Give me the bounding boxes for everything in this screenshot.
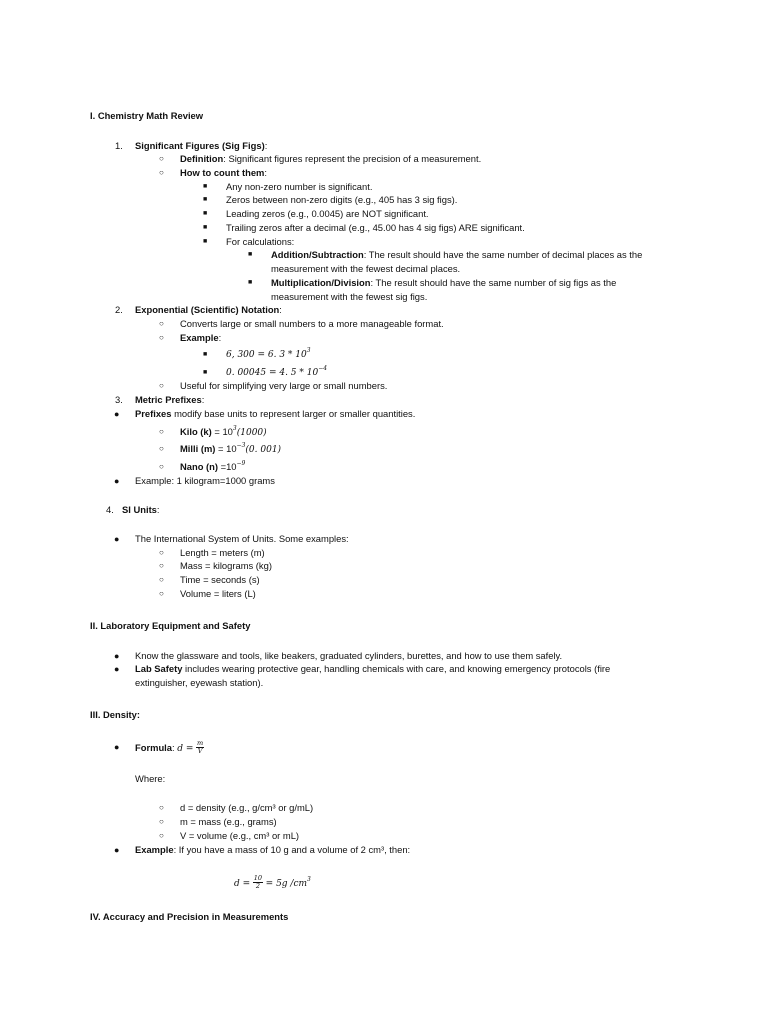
hollow-circle-bullet-icon: ○ xyxy=(159,831,164,840)
lab-safety-line-cont: extinguisher, eyewash station). xyxy=(135,677,264,688)
multiplication-rule-cont: measurement with the fewest sig figs. xyxy=(271,291,428,302)
hollow-circle-bullet-icon: ○ xyxy=(159,381,164,390)
si-intro: The International System of Units. Some examples: xyxy=(135,533,349,544)
solid-dot-bullet-icon: ● xyxy=(114,476,120,486)
hollow-circle-bullet-icon: ○ xyxy=(159,333,164,342)
hollow-circle-bullet-icon: ○ xyxy=(159,427,164,436)
sigfig-rule: For calculations: xyxy=(226,236,295,247)
solid-dot-bullet-icon: ● xyxy=(114,409,120,419)
si-units-title: SI Units: xyxy=(122,504,160,515)
solid-dot-bullet-icon: ● xyxy=(114,534,120,544)
calc-fraction: $\frac{10}{2}$ xyxy=(253,874,263,890)
density-variable: m = mass (e.g., grams) xyxy=(180,816,277,827)
si-unit-item: Time = seconds (s) xyxy=(180,574,260,585)
where-label: Where: xyxy=(135,773,166,784)
si-unit-item: Length = meters (m) xyxy=(180,547,265,558)
sigfig-rule: Any non-zero number is significant. xyxy=(226,181,373,192)
solid-dot-bullet-icon: ● xyxy=(114,664,120,674)
section-heading-lab-safety: II. Laboratory Equipment and Safety xyxy=(90,620,251,631)
sigfig-rule: Leading zeros (e.g., 0.0045) are NOT significant. xyxy=(226,208,429,219)
square-bullet-icon: ■ xyxy=(203,351,208,358)
section-heading-accuracy: IV. Accuracy and Precision in Measurements xyxy=(90,911,289,922)
addition-rule: Addition/Subtraction: The result should have the same number of decimal places as the xyxy=(271,249,643,260)
square-bullet-icon: ■ xyxy=(203,183,208,190)
solid-dot-bullet-icon: ● xyxy=(114,742,120,752)
sigfig-rule: Trailing zeros after a decimal (e.g., 45.00 has 4 sig figs) ARE significant. xyxy=(226,222,525,233)
list-number: 3. xyxy=(115,394,123,405)
milli-line: Milli $(m) = 10^{-3}(0$. 001) xyxy=(180,442,282,455)
hollow-circle-bullet-icon: ○ xyxy=(159,817,164,826)
density-formula: Formula: d = $\frac{m}{V}$ xyxy=(135,739,204,755)
square-bullet-icon: ■ xyxy=(248,251,253,258)
list-number: 4. xyxy=(106,504,114,515)
how-to-count-line: How to count them: xyxy=(180,167,267,178)
kilogram-example: Example: 1 kilogram=1000 grams xyxy=(135,475,275,486)
square-bullet-icon: ■ xyxy=(203,369,208,376)
hollow-circle-bullet-icon: ○ xyxy=(159,589,164,598)
nano-line: Nano $(n) =10^{-9}$ xyxy=(180,460,246,472)
example-label-line: Example: xyxy=(180,332,222,343)
density-variable: d = density (e.g., g/cm³ or g/mL) xyxy=(180,802,314,813)
kilo-line: Kilo $(k) = 10^3(1000)$ xyxy=(180,425,267,438)
scientific-example-2: 0. 00045 = 4. $5 * 10^{-4}$ xyxy=(226,365,328,378)
addition-rule-cont: measurement with the fewest decimal places. xyxy=(271,263,461,274)
metric-prefixes-title: Metric Prefixes: xyxy=(135,394,205,405)
list-number: 1. xyxy=(115,140,123,151)
hollow-circle-bullet-icon: ○ xyxy=(159,803,164,812)
hollow-circle-bullet-icon: ○ xyxy=(159,561,164,570)
si-unit-item: Volume = liters (L) xyxy=(180,588,256,599)
hollow-circle-bullet-icon: ○ xyxy=(159,168,164,177)
square-bullet-icon: ■ xyxy=(248,279,253,286)
square-bullet-icon: ■ xyxy=(203,224,208,231)
lab-safety-line: Lab Safety includes wearing protective gear, handling chemicals with care, and knowing emergency protocols (fire xyxy=(135,663,611,674)
converts-line: Converts large or small numbers to a more manageable format. xyxy=(180,318,444,329)
solid-dot-bullet-icon: ● xyxy=(114,651,120,661)
density-variable: V = volume (e.g., cm³ or mL) xyxy=(180,830,300,841)
section-heading-chem-math: I. Chemistry Math Review xyxy=(90,110,204,121)
si-unit-item: Mass = kilograms (kg) xyxy=(180,560,272,571)
definition-line: Definition: Significant figures represent the precision of a measurement. xyxy=(180,153,482,164)
list-number: 2. xyxy=(115,304,123,315)
hollow-circle-bullet-icon: ○ xyxy=(159,444,164,453)
solid-dot-bullet-icon: ● xyxy=(114,845,120,855)
density-fraction: $\frac{m}{V}$ xyxy=(196,739,204,755)
hollow-circle-bullet-icon: ○ xyxy=(159,575,164,584)
hollow-circle-bullet-icon: ○ xyxy=(159,548,164,557)
hollow-circle-bullet-icon: ○ xyxy=(159,319,164,328)
scientific-example-1: 6, 300 = 6. $3 * 10^3$ xyxy=(226,347,311,360)
useful-line: Useful for simplifying very large or small numbers. xyxy=(180,380,388,391)
sigfig-rule: Zeros between non-zero digits (e.g., 405 has 3 sig figs). xyxy=(226,194,458,205)
exponential-title: Exponential (Scientific) Notation: xyxy=(135,304,282,315)
sigfigs-title: Significant Figures (Sig Figs): xyxy=(135,140,268,151)
hollow-circle-bullet-icon: ○ xyxy=(159,154,164,163)
glassware-line: Know the glassware and tools, like beakers, graduated cylinders, burettes, and how to use them safely. xyxy=(135,650,563,661)
multiplication-rule: Multiplication/Division: The result should have the same number of sig figs as the xyxy=(271,277,617,288)
density-example: Example: If you have a mass of 10 g and a volume of 2 cm³, then: xyxy=(135,844,411,855)
section-heading-density: III. Density: xyxy=(90,709,141,720)
square-bullet-icon: ■ xyxy=(203,238,208,245)
square-bullet-icon: ■ xyxy=(203,210,208,217)
prefixes-line: Prefixes modify base units to represent larger or smaller quantities. xyxy=(135,408,416,419)
hollow-circle-bullet-icon: ○ xyxy=(159,462,164,471)
square-bullet-icon: ■ xyxy=(203,196,208,203)
density-calculation: d = $\frac{10}{2}$ = 5g $/cm^3$ xyxy=(234,874,311,890)
